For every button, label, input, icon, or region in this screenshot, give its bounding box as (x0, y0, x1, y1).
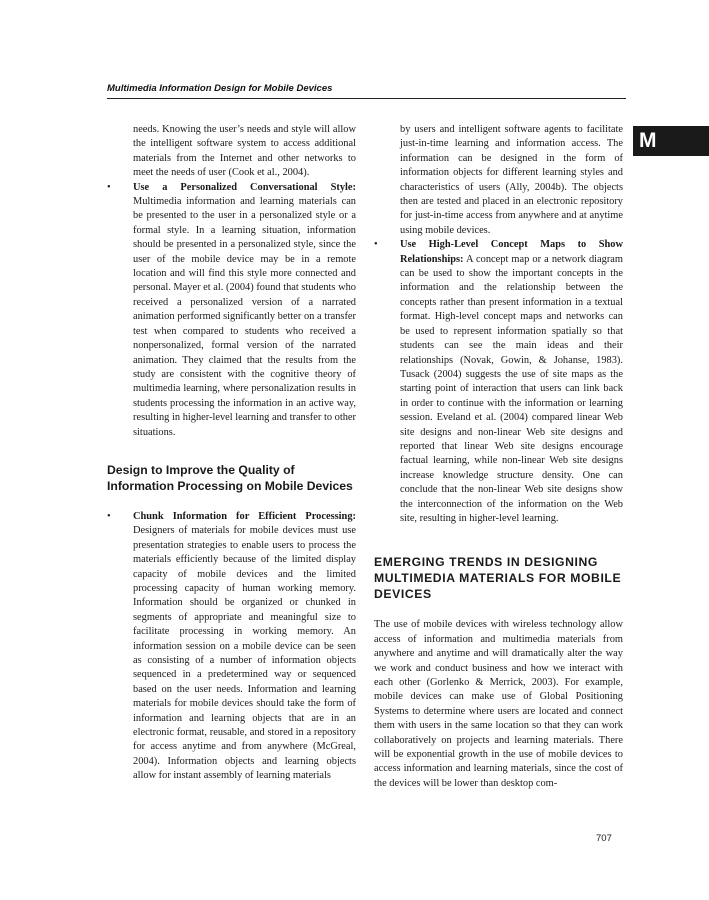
left-column (107, 123, 356, 784)
bullet-text (133, 181, 356, 440)
bullet-lead: Use High-Level Concept Maps to Show Relationships: (400, 239, 623, 265)
bullet-lead: Use a Personalized Conversational Style: (133, 181, 356, 193)
continued-paragraph: needs. Knowing the user’s needs and style will allow the intelligent software system to access additional materials from the Internet and other networks to meet the needs of user (Cook et al., 2004). (133, 124, 356, 179)
bullet-body: Designers of materials for mobile devices must use presentation strategies to enable users to process the materials efficiently because of the limited display capacity of mobile devices and the limited processing capacity of human working memory. Information should be organized or chunked in segments of appropriate and meaningful size to facilitate processing in working memory. An information session on a mobile device can be seen as consisting of a number of information objects sequenced in a predetermined way or sequenced based on the user needs. Information and learning materials for mobile devices should take the form of information and learning objects that are in an electronic format, reusable, and stored in a repository for access anytime and from anywhere (McGreal, 2004). Information objects and learning objects allow for instant assembly of learning materials (133, 525, 356, 782)
subheading: Design to Improve the Quality of Information Processing on Mobile Devices (107, 462, 353, 493)
bullet-marker: • (107, 510, 111, 522)
bullet-item-concept-maps (374, 238, 623, 526)
bullet-item-chunk-information (107, 510, 356, 784)
continued-paragraph: by users and intelligent software agents to facilitate just-in-time learning and information access. The information can be designed in the form of information objects for different learning styles and characteristics of users (Ally, 2004b). The objects then are tested and placed in an electronic repository for just-in-time access from anywhere and at anytime using mobile devices. (400, 124, 623, 236)
page-number: 707 (596, 833, 612, 844)
bullet-lead: Chunk Information for Efficient Processing: (133, 510, 356, 522)
bullet-text (400, 238, 623, 526)
header-rule (107, 98, 626, 99)
bullet-body: Multimedia information and learning materials can be presented to the user in a personalized style or a formal style. In a learning situation, information should be presented in a personalized style, since the user of the mobile device may be in a remote location and will find this style more connected and personal. Mayer et al. (2004) found that students who received a personalized version of a narrated animation performed significantly better on a transfer test when compared to students who received a nonpersonalized, formal version of the narrated animation. They claimed that the results from the study are consistent with the cognitive theory of multimedia learning, where personalization results in students processing the information in an active way, resulting in higher-level learning and transfer to other situations. (133, 196, 356, 438)
body-paragraph: The use of mobile devices with wireless technology allow access of information and multimedia materials from anywhere and anytime and will dramatically alter the way we work and conduct business and how we interact with each other (Gorlenko & Merrick, 2003). For example, mobile devices can make use of Global Positioning Systems to determine where users are located and connect them with users in the same location so that they can work collaboratively on projects and learning materials. There will be exponential growth in the use of mobile devices to access information and learning materials, since the cost of the devices will be lower than desktop com- (374, 619, 623, 789)
bullet-text (133, 510, 356, 784)
bullet-marker: • (107, 181, 111, 193)
running-header: Multimedia Information Design for Mobile Devices (107, 83, 333, 94)
right-column (374, 123, 623, 791)
bullet-item-personalized-style (107, 181, 356, 440)
section-tab: M (633, 126, 709, 156)
bullet-body: A concept map or a network diagram can be used to show the important concepts in the information and the relationship between the concepts rather than present information in a textual format. High-level concept maps and networks can be used to represent information spatially so that students can see the main ideas and their relationships (Novak, Gowin, & Johanse, 1983). Tusack (2004) suggests the use of site maps as the starting point of interaction that users can link back in order to continue with the information or learning session. Eveland et al. (2004) compared linear Web site designs and non-linear Web site designs and reported that linear Web site designs encourage factual learning, while non-linear Web site designs increase knowledge structure density. One can conclude that the non-linear Web site designs show the interconnection of the information on the Web site, resulting in higher-level learning. (400, 253, 623, 524)
bullet-marker: • (374, 239, 378, 251)
section-heading: EMERGING TRENDS IN DESIGNING MULTIMEDIA MATERIALS FOR MOBILE DEVICES (374, 555, 622, 602)
